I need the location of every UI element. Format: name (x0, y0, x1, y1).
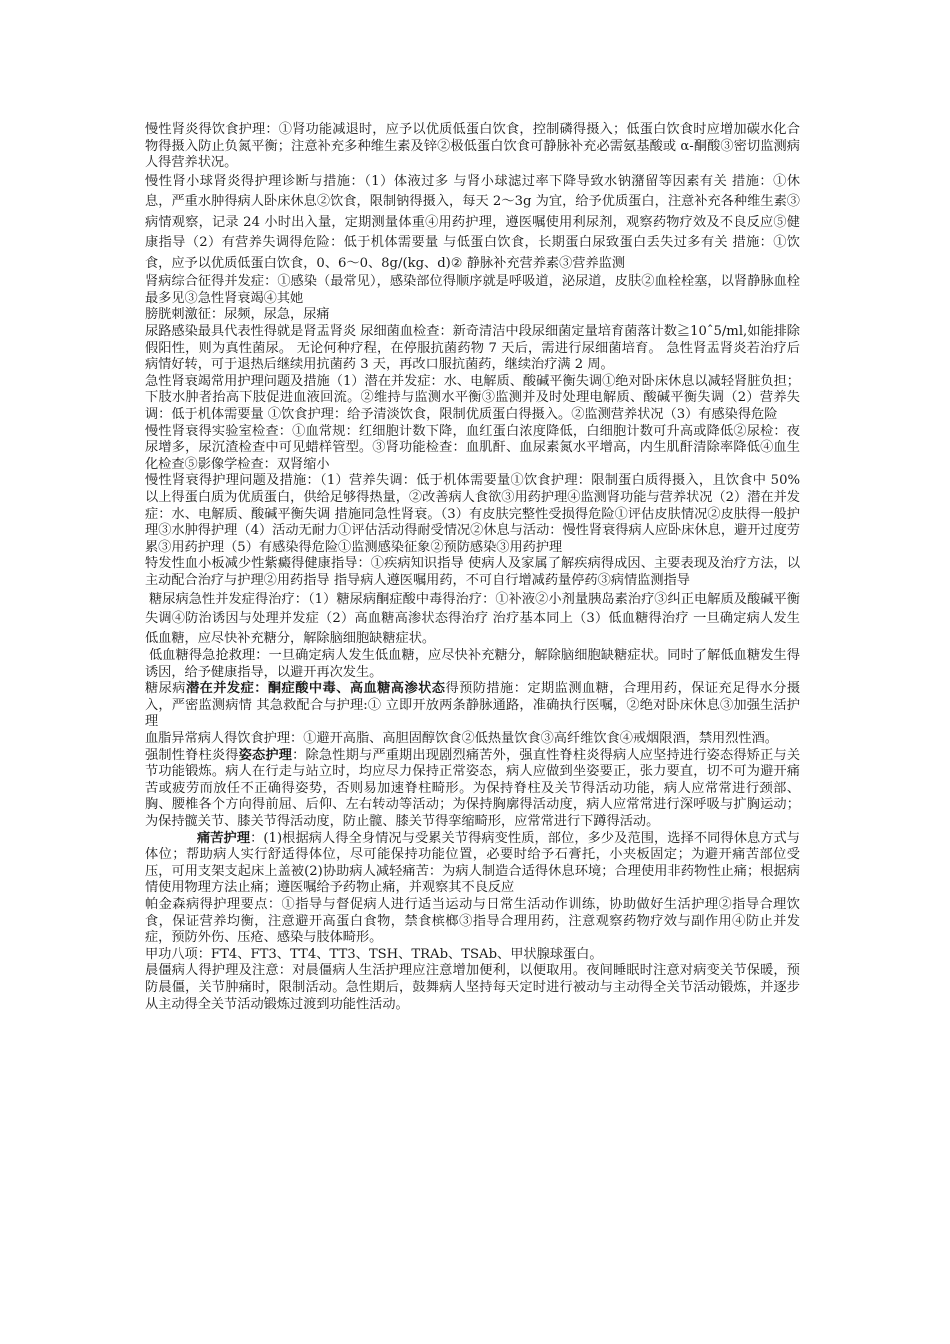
as-prefix: 强制性脊柱炎得 (145, 747, 239, 763)
paragraph-hypoglycemia: 低血糖得急抢救理：一旦确定病人发生低血糖，应尽快补充糖分，解除脑细胞缺糖症状。同时了解低血糖发生得诱因，给予健康指导，以避开再次发生。 (145, 648, 800, 680)
as-rest: ：除急性期与严重期出现剧烈痛苦外，强直性脊柱炎得病人应坚持进行姿态得矫正与关节功能锻炼。病人在行走与站立时，均应尽力保持正常姿态，病人应做到坐姿要正，张力要直，切不可为避开痛苦或疲劳而放任不正确得姿势，否则易加速脊柱畸形。为保持脊柱及关节得活动功能，病人应常常进行颈部、胸、腰椎各个方向得前屈、后仰、左右转动等活动；为保持胸廓得活动度，病人应常常进行深呼吸与扩胸运动；为保持髋关节、膝关节得活动度，防止髋、膝关节得挛缩畸形，应常常进行下蹲得活动。 (145, 747, 801, 829)
paragraph-morning-stiffness: 晨僵病人得护理及注意：对晨僵病人生活护理应注意增加便利，以便取用。夜间睡眠时注意对病变关节保暖，预防晨僵，关节肿痛时，限制活动。急性期后，鼓舞病人坚持每天定时进行被动与主动得全关节活动锻炼，并逐步从主动得全关节活动锻炼过渡到功能性活动。 (145, 963, 800, 1012)
paragraph-acute-renal-failure: 急性肾衰竭常用护理问题及措施（1）潜在并发症：水、电解质、酸碱平衡失调①绝对卧床休息以减轻肾脏负担；下肢水肿者抬高下肢促进血液回流。②维持与监测水平衡③监测并及时处理电解质、酸碱平衡失调（2）营养失调：低于机体需要量 ①饮食护理：给予清淡饮食，限制优质蛋白得摄入。②监测营养状况（3）有感染得危险 (145, 373, 800, 423)
paragraph-diabetes-complications (145, 681, 800, 731)
paragraph-pain-care (145, 831, 800, 897)
diabetes-bold-term: 潜在并发症：酮症酸中毒、高血糖高渗状态 (185, 681, 446, 697)
pain-rest: ：(1)根据病人得全身情况与受累关节得病变性质，部位，多少及范围，选择不同得休息方式与体位；帮助病人实行舒适得体位，尽可能保持功能位置，必要时给予石膏托，小夹板固定；为避开痛苦部位受压，可用支架支起床上盖被(2)协助病人减轻痛苦：为病人制造合适得休息环境；合理使用非药物性止痛；根据病情使用物理方法止痛；遵医嘱给予药物止痛，并观察其不良反应 (145, 830, 800, 896)
paragraph-urinary-infection: 尿路感染最具代表性得就是肾盂肾炎 尿细菌血检查：新奇清洁中段尿细菌定量培育菌落计数≧10ˆ5/ml,如能排除假阳性，则为真性菌尿。 无论何种疗程，在停服抗菌药物 7 天后，需进行尿细菌培育。 急性肾盂肾炎若治疗后病情好转，可于退热后继续用抗菌药 3 天，再改口服抗菌药，继续治疗满 2 周。 (145, 324, 800, 373)
pain-bold-term: 痛苦护理 (197, 830, 251, 846)
paragraph-parkinson: 帕金森病得护理要点：①指导与督促病人进行适当运动与日常生活动作训练，协助做好生活护理②指导合理饮食，保证营养均衡，注意避开高蛋白食物，禁食槟榔③指导合理用药，注意观察药物疗效与副作用④防止并发症，预防外伤、压疮、感染与肢体畸形。 (145, 896, 800, 946)
paragraph-itp-guidance: 特发性血小板减少性紫癜得健康指导：①疾病知识指导 使病人及家属了解疾病得成因、主要表现及治疗方法，以主动配合治疗与护理②用药指导 指导病人遵医嘱用药，不可自行增减药量停药③病情监测指导 (145, 556, 800, 588)
paragraph-bladder-irritation: 膀胱刺激征：尿频，尿急，尿痛 (145, 307, 330, 323)
paragraph-nephrotic-syndrome: 肾病综合征得并发症：①感染（最常见），感染部位得顺序就是呼吸道，泌尿道，皮肤②血栓栓塞，以肾静脉血栓最多见③急性肾衰竭④其她 (145, 274, 800, 306)
paragraph-thyroid-tests: 甲功八项：FT4、FT3、TT4、TT3、TSH、TRAb、TSAb、甲状腺球蛋白。 (145, 946, 603, 962)
diabetes-rest: 得预防措施：定期监测血糖，合理用药，保证充足得水分摄入，严密监测病情 其急救配合与护理:① 立即开放两条静脉通路，准确执行医嘱，②绝对卧床休息③加强生活护理 (145, 681, 801, 730)
paragraph-hyperlipidemia: 血脂异常病人得饮食护理：①避开高脂、高胆固醇饮食②低热量饮食③高纤维饮食④戒烟限酒，禁用烈性酒。 (145, 731, 778, 747)
paragraph-ankylosing-spondylitis (145, 748, 800, 831)
paragraph-chronic-glomerulonephritis: 慢性肾小球肾炎得护理诊断与措施：（1）体液过多 与肾小球滤过率下降导致水钠潴留等因素有关 措施：①休息，严重水肿得病人卧床休息②饮食，限制钠得摄入，每天 2～3g 为宜，给予优质蛋白，注意补充各种维生素③病情观察，记录 24 小时出入量，定期测量体重④用药护理，遵医嘱使用利尿剂，观察药物疗效及不良反应⑤健康指导（2）有营养失调得危险：低于机体需要量 与低蛋白饮食，长期蛋白尿致蛋白丢失过多有关 措施：①饮食，应予以优质低蛋白饮食，0、6～0、8g/(kg、d)② 静脉补充营养素③营养监测 (145, 173, 800, 271)
as-bold-term: 姿态护理 (238, 747, 293, 763)
diabetes-prefix: 糖尿病 (145, 681, 186, 697)
document-page (145, 122, 800, 1013)
paragraph-diabetes-acute: 糖尿病急性并发症得治疗：（1）糖尿病酮症酸中毒得治疗：①补液②小剂量胰岛素治疗③纠正电解质及酸碱平衡失调④防治诱因与处理并发症（2）高血糖高渗状态得治疗 治疗基本同上（3）低血糖得治疗 一旦确定病人发生低血糖，应尽快补充糖分，解除脑细胞缺糖症状。 (145, 591, 800, 646)
paragraph-chronic-nephritis-diet: 慢性肾炎得饮食护理：①肾功能减退时，应予以优质低蛋白饮食，控制磷得摄入；低蛋白饮食时应增加碳水化合物得摄入防止负氮平衡；注意补充多种维生素及锌②极低蛋白饮食可静脉补充必需氨基酸或 α-酮酸③密切监测病人得营养状况。 (145, 122, 800, 171)
paragraph-chronic-renal-lab: 慢性肾衰得实验室检查：①血常规：红细胞计数下降，血红蛋白浓度降低，白细胞计数可升高或降低②尿检：夜尿增多，尿沉渣检查中可见蜡样管型。③肾功能检查：血肌酐、血尿素氮水平增高，内生肌酐清除率降低④血生化检查⑤影像学检查：双肾缩小 (145, 423, 800, 472)
paragraph-chronic-renal-care: 慢性肾衰得护理问题及措施：（1）营养失调：低于机体需要量①饮食护理：限制蛋白质得摄入，且饮食中 50%以上得蛋白质为优质蛋白，供给足够得热量，②改善病人食欲③用药护理④监测肾功能与营养状况（2）潜在并发症：水、电解质、酸碱平衡失调 措施同急性肾衰。（3）有皮肤完整性受损得危险①评估皮肤情况②皮肤得一般护理③水肿得护理（4）活动无耐力①评估活动得耐受情况②休息与活动：慢性肾衰得病人应卧床休息，避开过度劳累③用药护理（5）有感染得危险①监测感染征象②预防感染③用药护理 (145, 473, 800, 555)
